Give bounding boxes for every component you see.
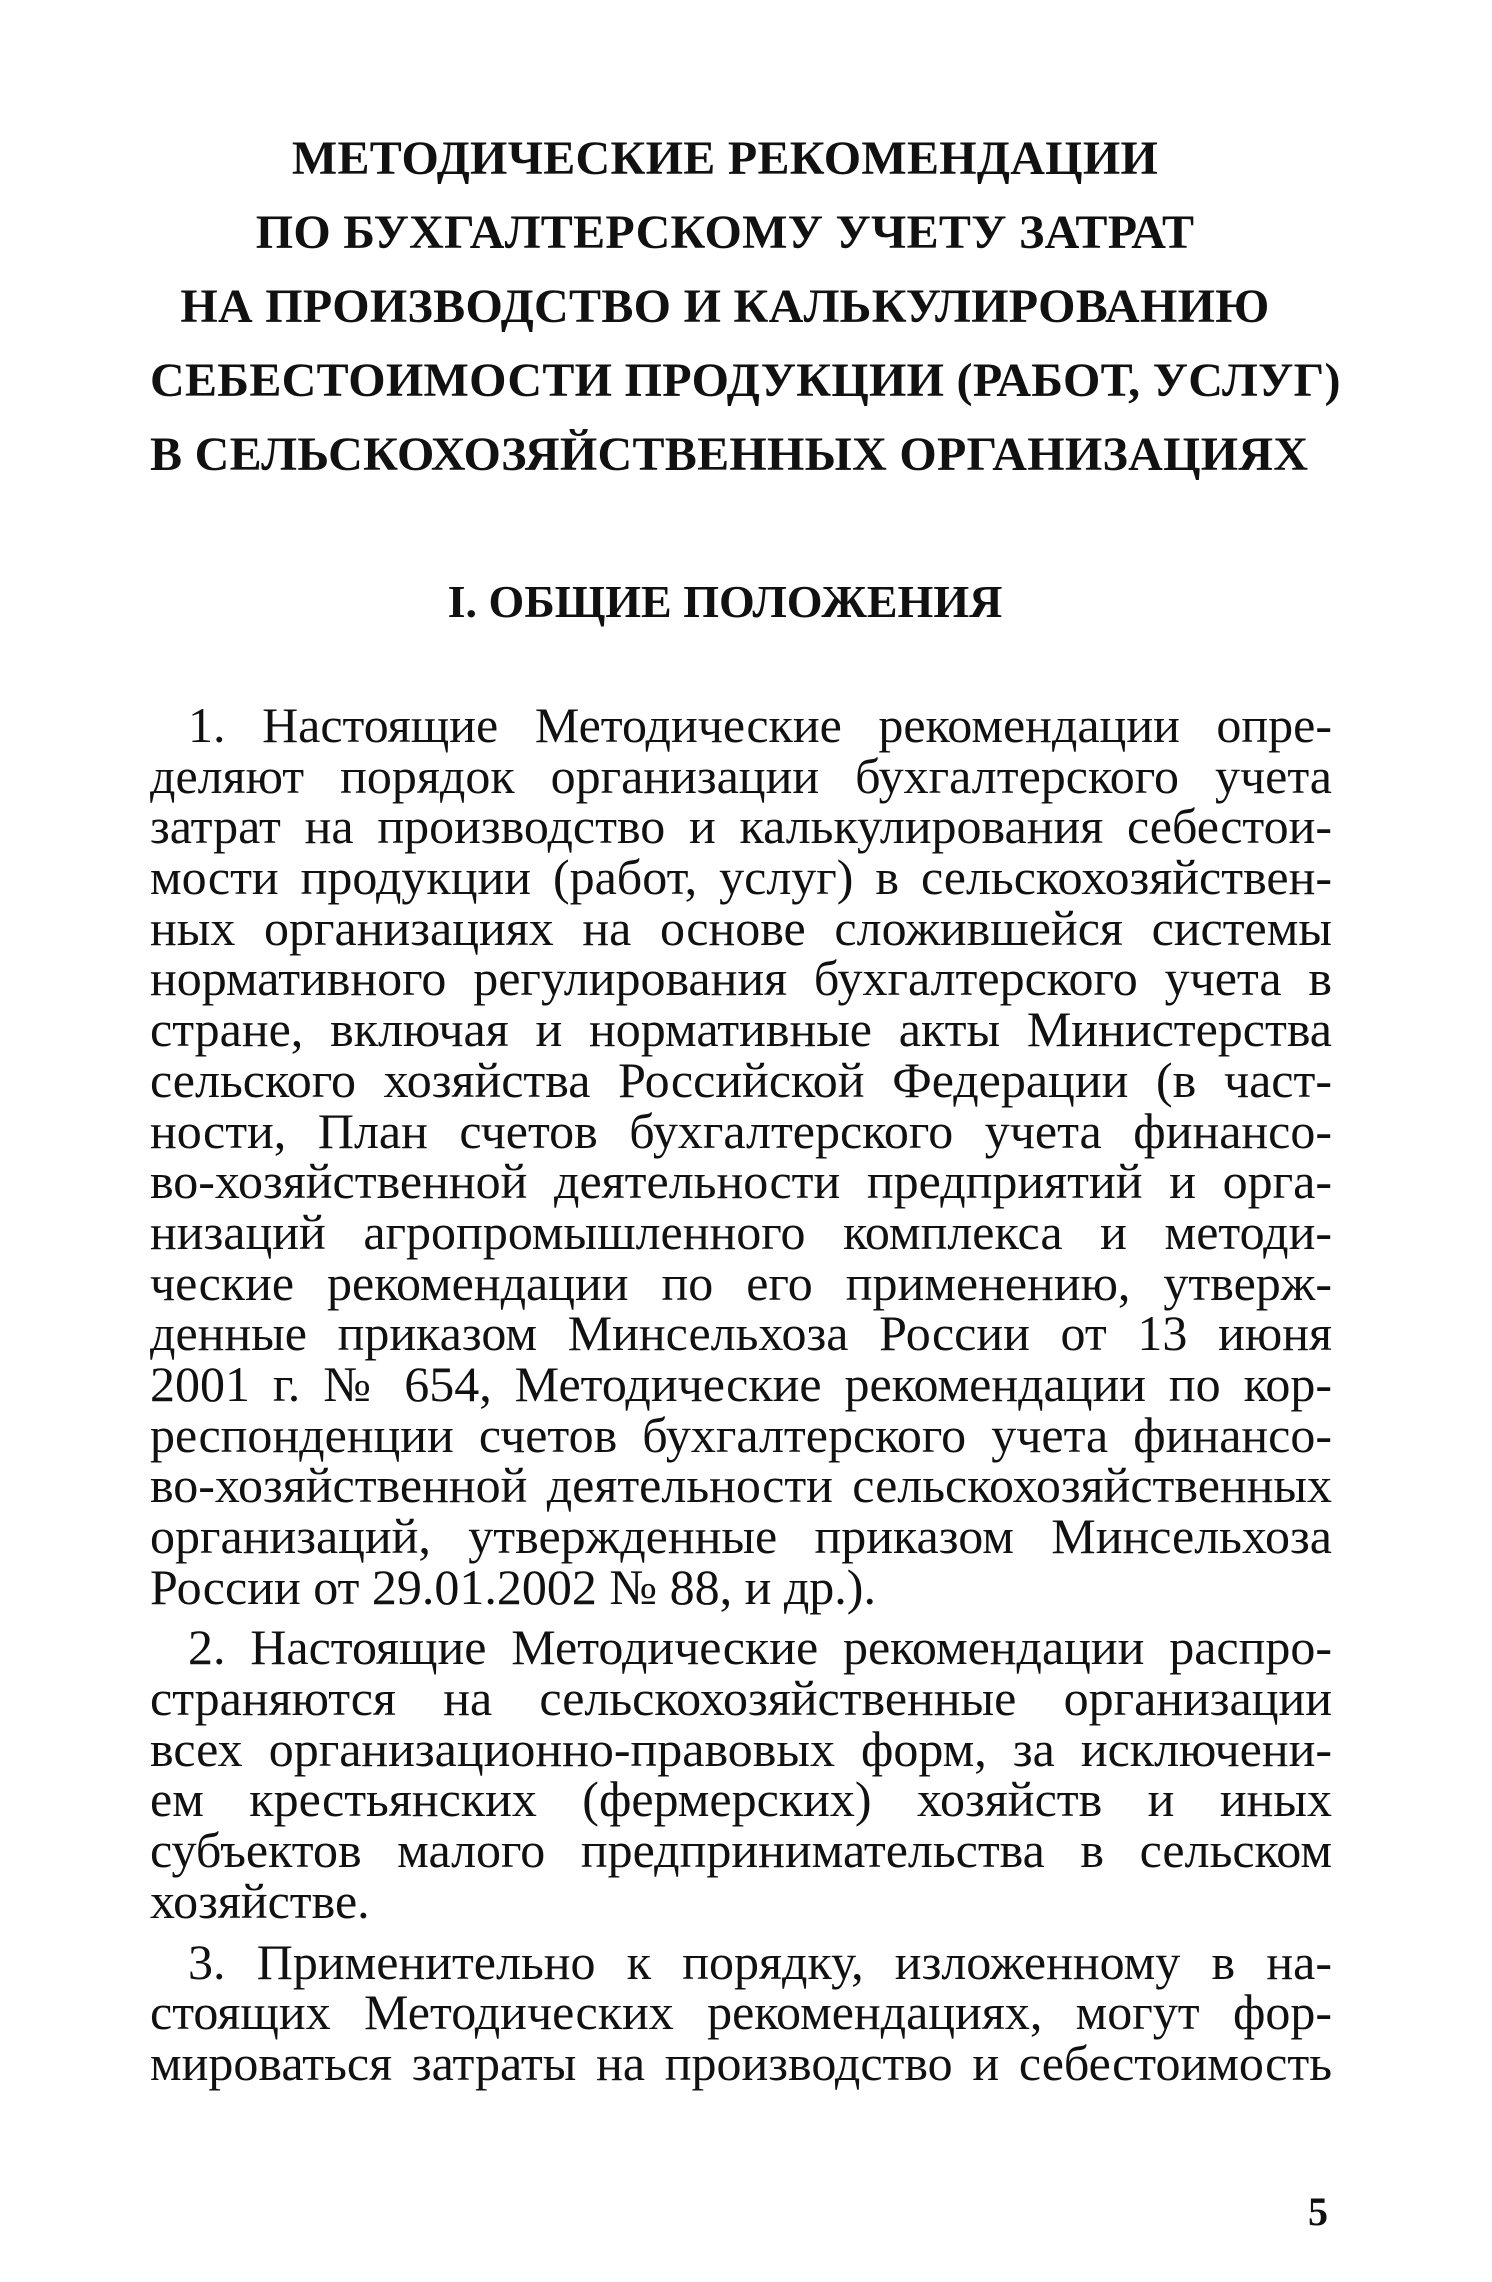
body-text [150,697,1332,2091]
section-heading: I. ОБЩИЕ ПОЛОЖЕНИЯ [447,576,1003,627]
paragraph-1 [150,697,1332,1615]
text-line: затрат на производство и калькулирования себестои- [150,798,1332,855]
text-line: низаций агропромышленного комплекса и методи- [150,1203,1332,1260]
text-line: во-хозяйственной деятельности предприятий и орга- [150,1153,1332,1210]
title-line: СЕБЕСТОИМОСТИ ПРОДУКЦИИ (РАБОТ, УСЛУГ) [150,354,1341,407]
text-line: во-хозяйственной деятельности сельскохозяйственных [150,1457,1332,1514]
paragraph-2 [150,1619,1332,1929]
text-line: сельского хозяйства Российской Федерации (в част- [150,1051,1332,1108]
title-line: МЕТОДИЧЕСКИЕ РЕКОМЕНДАЦИИ [291,132,1159,185]
title-line: В СЕЛЬСКОХОЗЯЙСТВЕННЫХ ОРГАНИЗАЦИЯХ [150,428,1309,481]
text-line: стоящих Методических рекомендациях, могут фор- [150,1984,1332,2041]
text-line: ных организациях на основе сложившейся системы [150,899,1332,956]
text-line: деляют порядок организации бухгалтерского учета [150,747,1332,804]
text-line: 1. Настоящие Методические рекомендации опре- [188,697,1332,753]
text-line: стране, включая и нормативные акты Министерства [150,1001,1332,1058]
text-line: мости продукции (работ, услуг) в сельскохозяйствен- [150,849,1332,906]
text-line: нормативного регулирования бухгалтерского учета в [150,950,1332,1007]
text-line: ности, План счетов бухгалтерского учета финансо- [150,1102,1332,1159]
title-line: НА ПРОИЗВОДСТВО И КАЛЬКУЛИРОВАНИЮ [180,280,1270,333]
text-line: денные приказом Минсельхоза России от 13 июня [150,1305,1332,1362]
text-line: всех организационно-правовых форм, за исключени- [150,1720,1332,1777]
paragraph-3 [150,1933,1332,2091]
title-line: ПО БУХГАЛТЕРСКОМУ УЧЕТУ ЗАТРАТ [255,206,1195,259]
text-line: 3. Применительно к порядку, изложенному в на- [188,1933,1332,1990]
text-line: России от 29.01.2002 № 88, и др.). [150,1558,876,1615]
text-line: ем крестьянских (фермерских) хозяйств и иных [150,1771,1332,1828]
text-line: субъектов малого предпринимательства в сельском [150,1822,1332,1879]
text-line: мироваться затраты на производство и себестоимость [150,2034,1332,2091]
text-line: респонденции счетов бухгалтерского учета финансо- [150,1406,1332,1463]
text-line: ческие рекомендации по его применению, утверж- [150,1254,1332,1311]
text-line: организаций, утвержденные приказом Минсельхоза [150,1508,1332,1564]
text-line: страняются на сельскохозяйственные организации [150,1670,1332,1727]
text-line: 2. Настоящие Методические рекомендации распро- [188,1619,1332,1676]
document-title [150,122,1341,492]
page-number: 5 [1308,2189,1328,2234]
text-line: хозяйстве. [150,1872,370,1929]
text-line: 2001 г. № 654, Методические рекомендации по кор- [150,1355,1332,1412]
